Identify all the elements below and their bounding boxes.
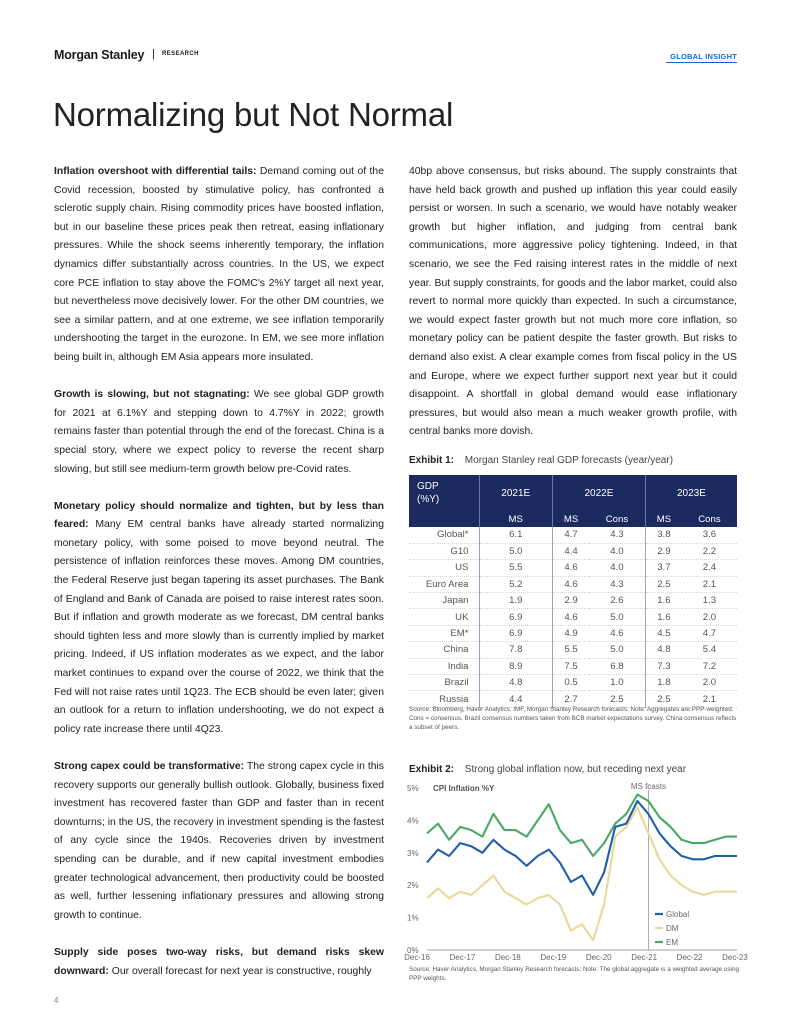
exhibit-1-title: Morgan Stanley real GDP forecasts (year/year) xyxy=(464,455,674,466)
table-cell: 2.5 xyxy=(589,691,645,707)
section-tag: RESEARCH xyxy=(162,51,199,57)
table-cell: 4.8 xyxy=(645,642,682,658)
table-row-label: EM* xyxy=(409,625,479,641)
table-cell: 2.5 xyxy=(645,691,682,707)
table-cell: 5.0 xyxy=(589,642,645,658)
x-tick-label: Dec-23 xyxy=(722,953,748,962)
table-row-label: UK xyxy=(409,609,479,625)
x-tick-label: Dec-19 xyxy=(540,953,567,962)
table-subheader-row xyxy=(409,511,737,527)
table-cell: 5.4 xyxy=(682,642,737,658)
table-cell: 2.9 xyxy=(553,593,590,609)
paragraph xyxy=(54,944,384,981)
table-cell: 5.5 xyxy=(553,642,590,658)
body-column-left xyxy=(54,163,384,1000)
exhibit-2-label: Exhibit 2: xyxy=(409,764,455,775)
table-cell: 6.8 xyxy=(589,658,645,674)
table-cell: 3.7 xyxy=(645,560,682,576)
exhibit-1-label: Exhibit 1: xyxy=(409,455,455,466)
y-tick-label: 5% xyxy=(407,784,419,793)
x-tick-label: Dec-22 xyxy=(676,953,703,962)
paragraph xyxy=(54,758,384,925)
table-row-label: China xyxy=(409,642,479,658)
brand-logo: Morgan Stanley xyxy=(54,48,145,62)
table-cell: 4.7 xyxy=(553,527,590,543)
table-cell: 6.9 xyxy=(479,609,553,625)
table-cell: 4.9 xyxy=(553,625,590,641)
table-cell: 1.0 xyxy=(589,675,645,691)
paragraph xyxy=(54,163,384,368)
table-cell: 2.9 xyxy=(645,543,682,559)
table-row-label: Global* xyxy=(409,527,479,543)
table-cell: 2.4 xyxy=(682,560,737,576)
gdp-forecast-table xyxy=(409,475,737,708)
y-tick-label: 3% xyxy=(407,848,419,858)
table-row xyxy=(409,691,737,707)
table-row-label: Russia xyxy=(409,691,479,707)
exhibit-1-source: Source: Bloomberg, Haver Analytics, IMF, Morgan Stanley Research forecasts; Note: Aggregates are PPP-weighted. Cons = consensus. Brazil consensus numbers taken from BCB market expectations survey. China consensus reflects a subset of peers. xyxy=(409,706,737,731)
table-cell: 4.5 xyxy=(645,625,682,641)
table-row xyxy=(409,675,737,691)
table-cell: 4.4 xyxy=(479,691,553,707)
table-cell: 2.6 xyxy=(589,593,645,609)
table-cell: 4.8 xyxy=(479,675,553,691)
table-subheader: MS xyxy=(553,511,590,527)
table-row-label: Brazil xyxy=(409,675,479,691)
table-row xyxy=(409,527,737,543)
legend-label: DM xyxy=(666,924,679,933)
table-row xyxy=(409,658,737,674)
legend-label: Global xyxy=(666,910,690,919)
header-separator: | xyxy=(152,48,155,60)
table-cell: 2.1 xyxy=(682,691,737,707)
table-cell: 3.6 xyxy=(682,527,737,543)
legend-label: EM xyxy=(666,938,678,947)
table-cell: 4.6 xyxy=(553,576,590,592)
cpi-inflation-chart xyxy=(404,780,748,964)
table-row xyxy=(409,609,737,625)
paragraph-lead: Growth is slowing, but not stagnating: xyxy=(54,389,250,401)
table-cell: 4.3 xyxy=(589,527,645,543)
series-line-global xyxy=(427,801,737,895)
table-row xyxy=(409,543,737,559)
table-cell: 2.2 xyxy=(682,543,737,559)
y-tick-label: 1% xyxy=(407,913,419,923)
table-cell: 2.5 xyxy=(645,576,682,592)
table-cell: 3.8 xyxy=(645,527,682,543)
table-cell: 1.3 xyxy=(682,593,737,609)
table-cell: 2.7 xyxy=(553,691,590,707)
x-tick-label: Dec-17 xyxy=(449,953,476,962)
table-cell: 7.2 xyxy=(682,658,737,674)
header-rule xyxy=(666,62,737,63)
table-subheader: Cons xyxy=(589,511,645,527)
paragraph-lead: Supply side poses two-way risks, but demand risks skew downward: xyxy=(54,946,384,977)
table-cell: 4.0 xyxy=(589,560,645,576)
table-cell: 2.1 xyxy=(682,576,737,592)
table-row xyxy=(409,625,737,641)
table-cell: 4.6 xyxy=(553,560,590,576)
table-row-label: G10 xyxy=(409,543,479,559)
table-row-label: Japan xyxy=(409,593,479,609)
y-tick-label: 4% xyxy=(407,816,419,826)
series-label: GLOBAL INSIGHT xyxy=(670,52,737,61)
y-tick-label: 2% xyxy=(407,881,419,891)
table-cell: 7.3 xyxy=(645,658,682,674)
exhibit-2-heading xyxy=(409,764,686,775)
table-cell: 0.5 xyxy=(553,675,590,691)
table-cell: 6.1 xyxy=(479,527,553,543)
table-cell: 1.6 xyxy=(645,593,682,609)
page-number: 4 xyxy=(54,996,59,1005)
table-header-year: 2022E xyxy=(553,475,646,511)
table-row-label: Euro Area xyxy=(409,576,479,592)
table-cell: 5.0 xyxy=(589,609,645,625)
table-header-year: 2023E xyxy=(645,475,737,511)
table-cell: 4.7 xyxy=(682,625,737,641)
paragraph-lead: Strong capex could be transformative: xyxy=(54,761,245,772)
paragraph-text: Many EM central banks have already started normalizing monetary policy, with some poised to move beyond neutral. The persistence of inflation reinforces these moves. Among DM countries, the Federal Reserve just began tapering its asset purchases. The Bank of England and Bank of Canada are poised to raise interest rates soon. But if inflation and growth moderate as we forecast, DM central banks should tighten less and more slowly than is currently implied by market pricing. Indeed, if US inflation moderates as we expect, and the labor market continues to expand over the course of 2022, we think that the Fed will not raise rates until 1Q23. The ECB should be even later; given an outlook for a return to inflation undershooting, we do not expect a policy rate increase there until 4Q23. xyxy=(54,519,384,735)
exhibit-2-source: Source: Haver Analytics, Morgan Stanley Research forecasts; Note: The global aggregate is a weighted average using PPP weights. xyxy=(409,966,739,982)
table-cell: 8.9 xyxy=(479,658,553,674)
paragraph xyxy=(54,386,384,479)
exhibit-1-heading xyxy=(409,455,673,466)
x-tick-label: Dec-18 xyxy=(494,953,521,962)
table-cell: 1.8 xyxy=(645,675,682,691)
table-row-label: India xyxy=(409,658,479,674)
exhibit-2-title: Strong global inflation now, but receding next year xyxy=(464,764,687,775)
x-tick-label: Dec-20 xyxy=(585,953,612,962)
paragraph-text: Our overall forecast for next year is constructive, roughly xyxy=(108,965,372,977)
table-cell: 1.6 xyxy=(645,609,682,625)
paragraph-text: Demand coming out of the Covid recession, boosted by stimulative policy, has confronted a sclerotic supply chain. Rising commodity prices have boosted inflation, but in our baseline these prices peak then retreat, easing inflationary pressures. While the shock seems inherently temporary, the inflation dynamics differ substantially across countries. In the US, we expect core PCE inflation to stay above the FOMC's 2%Y target all next year, but nevertheless move decisively lower. For the other DM countries, we see a similar pattern, and at one extreme, we see inflation temporarily undershooting the target in the eurozone. In EM, we see more inflation being built in, although EM Asia appears more insulated. xyxy=(54,166,384,363)
table-cell: 4.6 xyxy=(589,625,645,641)
table-cell: 7.8 xyxy=(479,642,553,658)
table-row xyxy=(409,560,737,576)
series-line-dm xyxy=(427,807,737,940)
table-row xyxy=(409,576,737,592)
table-row xyxy=(409,642,737,658)
table-cell: 5.2 xyxy=(479,576,553,592)
body-column-right xyxy=(409,163,737,461)
table-subheader: MS xyxy=(645,511,682,527)
page-title: Normalizing but Not Normal xyxy=(53,96,454,133)
table-subheader-empty xyxy=(409,511,479,527)
forecast-annotation: MS fcasts xyxy=(630,782,666,791)
table-cell: 5.0 xyxy=(479,543,553,559)
table-cell: 2.0 xyxy=(682,675,737,691)
paragraph-text: The strong capex cycle in this recovery supports our generally bullish outlook. Globally, business fixed investment has recovered faster than GDP and faster than in recent downturns; in the US, the recovery in investment spending is the fastest of any cycle since the 1940s. Recoveries driven by investment spending can be durable, and if new capital investment embodies greater technological advancement, then productivity could be boosted as well, further lessening inflationary pressures and allowing strong growth to continue. xyxy=(54,761,384,921)
table-cell: 1.9 xyxy=(479,593,553,609)
table-header-label: GDP (%Y) xyxy=(409,475,479,511)
table-header-year: 2021E xyxy=(479,475,553,511)
table-cell: 4.0 xyxy=(589,543,645,559)
table-cell: 4.3 xyxy=(589,576,645,592)
table-subheader: Cons xyxy=(682,511,737,527)
x-tick-label: Dec-16 xyxy=(404,953,430,962)
paragraph-continued: 40bp above consensus, but risks abound. The supply constraints that have held back growth and pushed up inflation this year could easily persist or worsen. In such a scenario, we would have notably weaker growth but higher inflation, and judging from central bank communications, more aggressive policy tightening. Indeed, in that scenario, we see the Fed raising interest rates in the middle of next year. But supply constraints, for goods and the labor market, could also revert to normal more quickly than expected. In such a circumstance, we would expect faster growth but not much more core inflation, so monetary policy can be patient despite the faster growth. But risks to demand also exist. A clear example comes from fiscal policy in the US and Europe, where we expect further support next year but it could disappoint. A shortfall in global demand would ease inflationary pressures, but would also mean a much weaker growth profile, with central banks more dovish. xyxy=(409,166,737,438)
paragraph-text: We see global GDP growth for 2021 at 6.1%Y and stepping down to 4.7%Y in 2022; growth remains faster than potential through the end of the forecast. China is a special story, where we expect policy to reverse the recent sharp slowing, but still see medium-term growth below pre-Covid rates. xyxy=(54,389,384,475)
table-cell: 5.5 xyxy=(479,560,553,576)
x-tick-label: Dec-21 xyxy=(631,953,658,962)
table-row-label: US xyxy=(409,560,479,576)
paragraph-lead: Inflation overshoot with differential tails: xyxy=(54,166,257,177)
table-cell: 4.4 xyxy=(553,543,590,559)
table-row xyxy=(409,593,737,609)
y-tick-label: 0% xyxy=(407,946,419,955)
paragraph-lead: Monetary policy should normalize and tighten, but by less than feared: xyxy=(54,500,384,531)
chart-title: CPI Inflation %Y xyxy=(433,784,495,793)
table-subheader: MS xyxy=(479,511,553,527)
table-cell: 4.6 xyxy=(553,609,590,625)
table-cell: 7.5 xyxy=(553,658,590,674)
table-cell: 6.9 xyxy=(479,625,553,641)
paragraph xyxy=(54,498,384,740)
table-cell: 2.0 xyxy=(682,609,737,625)
